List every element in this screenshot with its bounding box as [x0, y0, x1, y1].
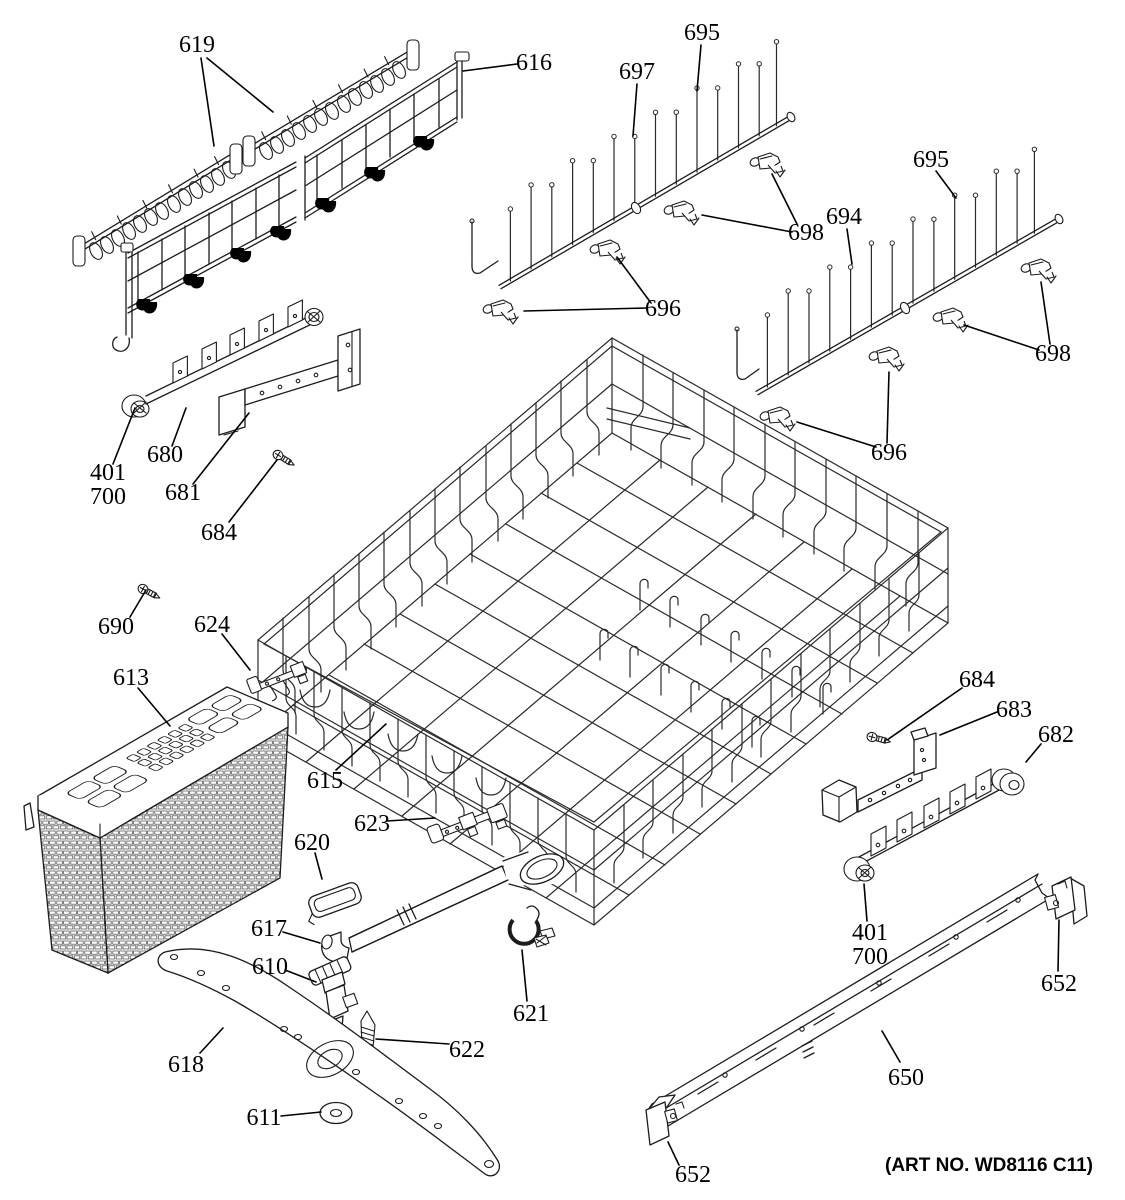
rod-clip-698-a2 [663, 201, 699, 225]
part-label-652-top: 652 [1041, 971, 1077, 997]
leader-696-b [797, 372, 889, 447]
part-label-681: 681 [165, 480, 201, 506]
part-labels [90, 20, 1077, 1188]
leader-652-top [1058, 920, 1059, 971]
part-label-611: 611 [246, 1105, 282, 1131]
part-label-613: 613 [113, 665, 149, 691]
part-label-700-left: 700 [90, 484, 126, 510]
art-number: (ART NO. WD8116 C11) [885, 1155, 1093, 1176]
rod-clip-698-b2 [932, 308, 968, 332]
leader-683 [940, 712, 997, 735]
part-label-619: 619 [179, 32, 215, 58]
leader-613 [138, 688, 170, 726]
part-label-696-a: 696 [645, 296, 681, 322]
part-label-622: 622 [449, 1037, 485, 1063]
part-label-621: 621 [513, 1001, 549, 1027]
leader-617 [283, 932, 320, 943]
part-label-401-left: 401 [90, 460, 126, 486]
leader-680 [172, 408, 186, 446]
rod-clip-696-a2 [482, 300, 518, 324]
part-label-683: 683 [996, 697, 1032, 723]
leader-695-b [936, 171, 956, 198]
part-label-615: 615 [307, 768, 343, 794]
rod-clip-696-b2 [759, 407, 795, 431]
rod-clip-698-b1 [1020, 259, 1056, 283]
leader-611 [281, 1112, 321, 1116]
part-label-684-left: 684 [201, 520, 237, 546]
leader-695-a [697, 45, 701, 91]
conduit-tube-617 [320, 846, 568, 964]
part-label-700-right: 700 [852, 944, 888, 970]
part-label-616: 616 [516, 50, 552, 76]
rod-clip-698-a1 [749, 153, 785, 177]
leader-401-700-right [864, 884, 867, 921]
leader-684-left [229, 460, 277, 522]
leader-698-a [702, 174, 797, 232]
part-label-623: 623 [354, 811, 390, 837]
leader-616 [463, 64, 517, 71]
part-label-617: 617 [251, 916, 287, 942]
cap-620 [301, 881, 365, 926]
leader-690 [130, 590, 146, 617]
leader-650 [882, 1031, 900, 1062]
leader-621 [522, 950, 527, 1001]
tine-row-frame-right [305, 52, 469, 220]
hose-clamp-621 [510, 906, 555, 947]
leader-697 [633, 84, 637, 136]
part-label-690: 690 [98, 614, 134, 640]
tine-rod-right [735, 147, 1065, 431]
adjuster-tabs-left [173, 300, 302, 383]
leader-620 [315, 853, 322, 879]
leader-622 [376, 1039, 449, 1044]
part-label-610: 610 [252, 954, 288, 980]
leader-615 [336, 724, 386, 770]
leader-624 [222, 634, 250, 670]
rack-latch-623 [426, 799, 510, 853]
part-label-652-bottom: 652 [675, 1162, 711, 1188]
screw-684-left [271, 449, 296, 469]
part-label-618: 618 [168, 1052, 204, 1078]
silverware-basket [24, 687, 288, 973]
part-label-697: 697 [619, 59, 655, 85]
leader-618 [200, 1028, 223, 1053]
leader-694 [847, 229, 852, 264]
part-label-680: 680 [147, 442, 183, 468]
washer-611 [320, 1103, 352, 1124]
rail-end-cap-652-top [1045, 877, 1087, 924]
part-label-695-a: 695 [684, 20, 720, 46]
adjuster-tabs-right [871, 769, 991, 856]
part-label-682: 682 [1038, 722, 1074, 748]
part-label-698-b: 698 [1035, 341, 1071, 367]
part-label-695-b: 695 [913, 147, 949, 173]
part-label-694: 694 [826, 204, 862, 230]
part-label-401-right: 401 [852, 920, 888, 946]
part-label-698-a: 698 [788, 220, 824, 246]
leader-698-b [964, 282, 1050, 350]
leader-696-a [524, 257, 651, 311]
part-label-620: 620 [294, 830, 330, 856]
rack-adjuster-right [822, 728, 1024, 881]
part-label-684-right: 684 [959, 667, 995, 693]
slide-rail-650 [648, 874, 1049, 1129]
leader-623 [387, 818, 435, 821]
leader-401-700-left [113, 408, 135, 464]
part-label-624: 624 [194, 612, 230, 638]
part-label-696-b: 696 [871, 440, 907, 466]
part-label-650: 650 [888, 1065, 924, 1091]
rod-clip-696-b1 [868, 347, 904, 371]
